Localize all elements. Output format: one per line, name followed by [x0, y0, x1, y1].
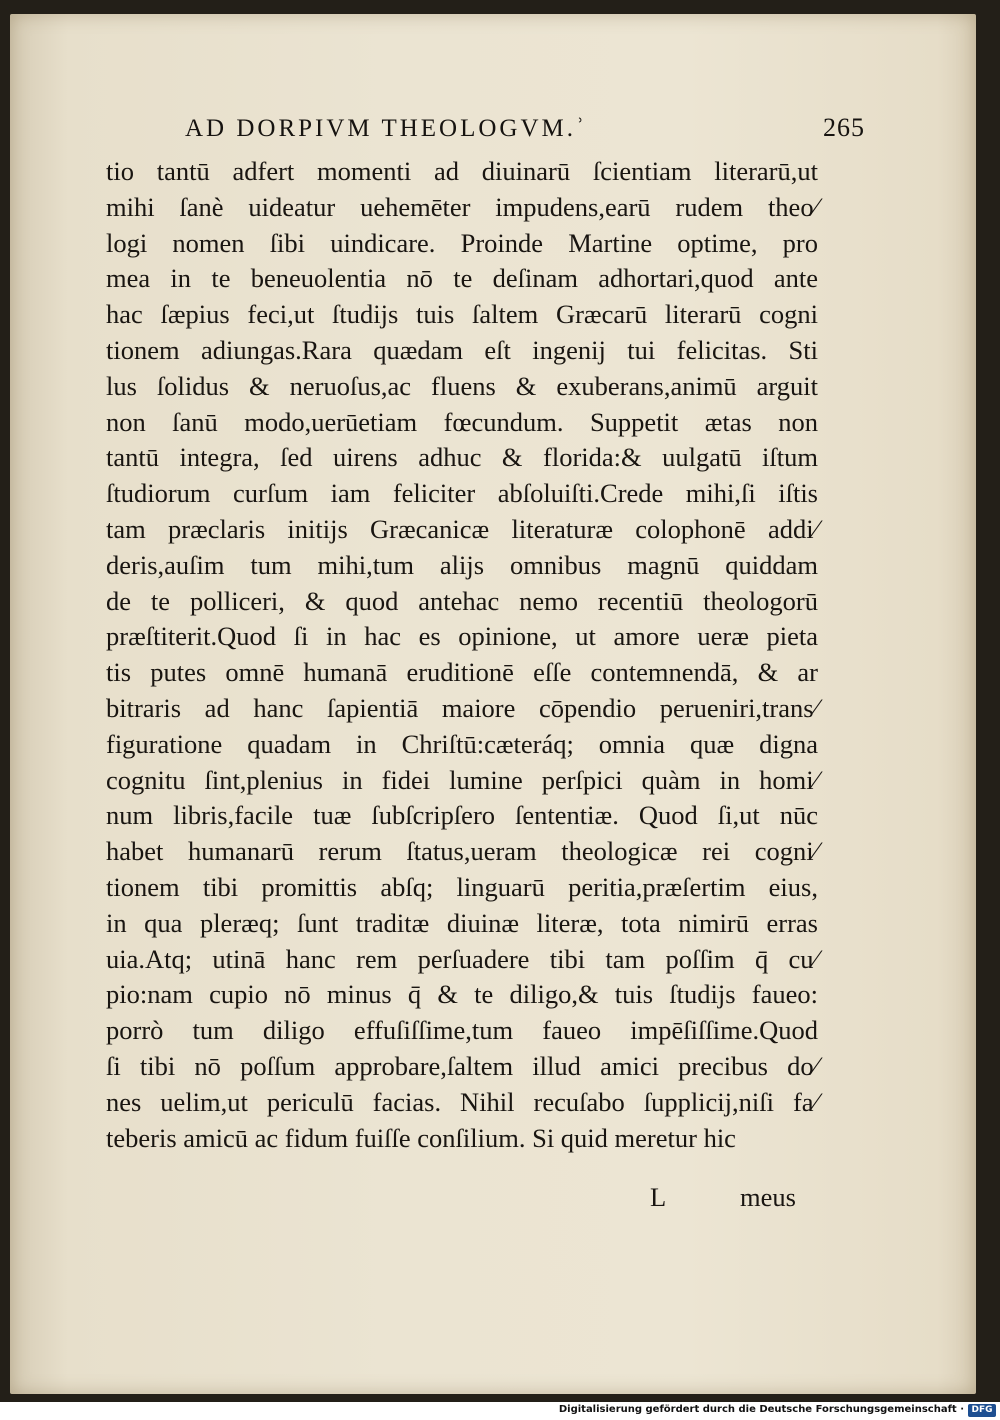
signature-mark: L: [650, 1182, 667, 1212]
text-line: teberis amicū ac fidum fuiſſe conſilium. Si quid meretur hic: [106, 1122, 736, 1153]
text-line: tantū integra, ſed uirens adhuc & florida:& uulgatū iſtum: [106, 442, 818, 473]
text-line: mihi ſanè uideatur uehemēter impudens,earū rudem theo⁄: [106, 191, 818, 222]
text-line: tis putes omnē humanā eruditionē eſſe contemnendā, & ar: [106, 657, 818, 688]
text-line: mea in te beneuolentia nō te deſinam adhortari,quod ante: [106, 263, 818, 294]
text-line: tionem adiungas.Rara quædam eſt ingenij tui felicitas. Sti: [106, 334, 818, 365]
text-line: in qua pleræq; ſunt traditæ diuinæ literæ, tota nimirū erras: [106, 907, 818, 938]
text-line: tam præclaris initijs Græcanicæ literaturæ colophonē addi⁄: [106, 513, 818, 544]
footer-credit: Digitalisierung gefördert durch die Deutsche Forschungsgemeinschaft ·: [558, 1404, 964, 1415]
body-text: [106, 154, 818, 1156]
catch-line: [650, 1182, 810, 1218]
text-line: logi nomen ſibi uindicare. Proinde Martine optime, pro: [106, 227, 818, 258]
text-line: habet humanarū rerum ſtatus,ueram theologicæ rei cogni⁄: [106, 836, 818, 867]
page-number: 265: [823, 113, 865, 142]
dfg-logo-icon[interactable]: DFG: [968, 1404, 996, 1417]
text-line: lus ſolidus & neruoſus,ac fluens & exuberans,animū arguit: [106, 370, 818, 401]
text-line: nes uelim,ut periculū facias. Nihil recuſabo ſupplicij,niſi fa⁄: [106, 1086, 818, 1117]
text-line: præſtiterit.Quod ſi in hac es opinione, ut amore ueræ pieta: [106, 621, 818, 652]
book-page: [10, 14, 976, 1394]
text-line: cognitu ſint,plenius in fidei lumine perſpici quàm in homi⁄: [106, 764, 818, 795]
page-header: [185, 115, 865, 149]
text-line: non ſanū modo,uerūetiam fœcundum. Suppetit ætas non: [106, 406, 818, 437]
text-line: ſi tibi nō poſſum approbare,ſaltem illud amici precibus do⁄: [106, 1050, 818, 1081]
text-line: bitraris ad hanc ſapientiā maiore cōpendio perueniri,trans⁄: [106, 692, 818, 723]
running-head: AD DORPIVM THEOLOGVM.ʾ: [185, 115, 588, 142]
text-line: de te polliceri, & quod antehac nemo recentiū theologorū: [106, 585, 818, 616]
footer-bar: [0, 1402, 1000, 1420]
text-line: porrò tum diligo effuſiſſime,tum faueo impēſiſſime.Quod: [106, 1015, 818, 1046]
text-line: ſtudiorum curſum iam feliciter abſoluiſti.Crede mihi,ſi iſtis: [106, 478, 818, 509]
text-line: hac ſæpius feci,ut ſtudijs tuis ſaltem Græcarū literarū cogni: [106, 299, 818, 330]
text-line: deris,auſim tum mihi,tum alijs omnibus magnū quiddam: [106, 549, 818, 580]
text-line: tio tantū adfert momenti ad diuinarū ſcientiam literarū,ut: [106, 156, 818, 186]
text-line: uia.Atq; utinā hanc rem perſuadere tibi tam poſſim q̄ cu⁄: [106, 943, 818, 974]
text-line: figuratione quadam in Chriſtū:cæteráq; omnia quæ digna: [106, 728, 818, 759]
catchword: meus: [740, 1182, 796, 1212]
text-line: pio:nam cupio nō minus q̄ & te diligo,& tuis ſtudijs faueo:: [106, 979, 818, 1010]
text-line: num libris,facile tuæ ſubſcripſero ſententiæ. Quod ſi,ut nūc: [106, 800, 818, 831]
text-line: tionem tibi promittis abſq; linguarū peritia,præſertim eius,: [106, 871, 818, 902]
